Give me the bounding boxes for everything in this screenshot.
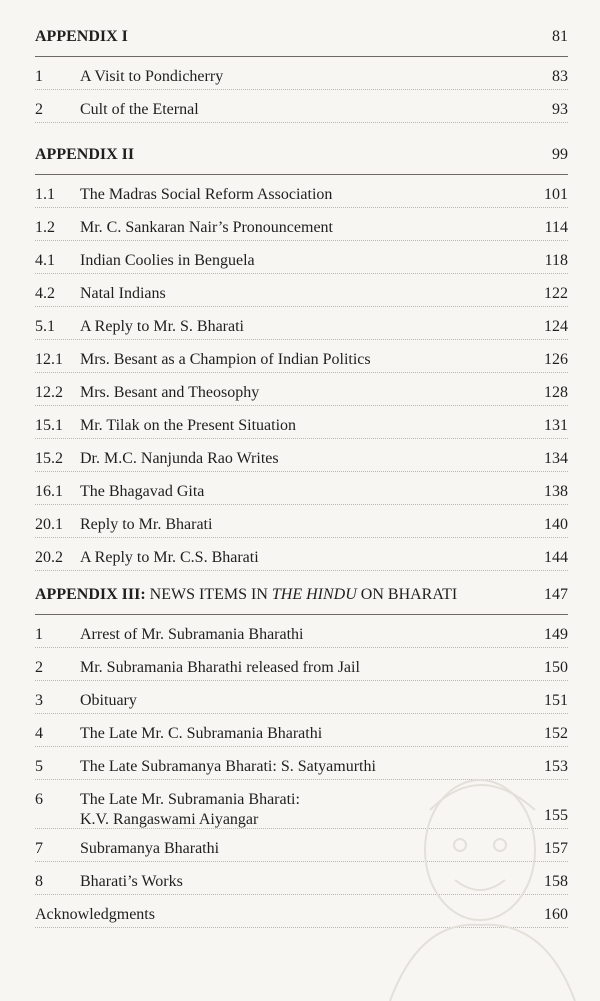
entry-title-line1: The Late Mr. Subramania Bharati: <box>80 791 300 808</box>
appendix-heading-label: APPENDIX I <box>35 28 128 45</box>
toc-entry[interactable] <box>35 57 568 90</box>
entry-title <box>80 790 300 830</box>
background-portrait-sketch <box>360 740 600 1001</box>
entry-title: Arrest of Mr. Subramania Bharathi <box>80 626 304 643</box>
toc-entry[interactable] <box>35 406 568 439</box>
entry-number: 1 <box>35 626 43 643</box>
toc-entry[interactable] <box>35 175 568 208</box>
entry-number: 15.1 <box>35 417 63 434</box>
entry-number: 1.2 <box>35 219 55 236</box>
entry-page: 101 <box>544 186 568 203</box>
entry-page: 155 <box>544 807 568 824</box>
toc-entry[interactable] <box>35 472 568 505</box>
appendix-heading-italic: THE HINDU <box>271 586 357 603</box>
entry-title: Obituary <box>80 692 137 709</box>
appendix-heading <box>35 27 568 57</box>
entry-title: Acknowledgments <box>35 906 155 923</box>
entry-page: 83 <box>552 68 568 85</box>
entry-number: 4.1 <box>35 252 55 269</box>
entry-title: Mr. Subramania Bharathi released from Jail <box>80 659 360 676</box>
entry-number: 16.1 <box>35 483 63 500</box>
entry-title: The Late Subramanya Bharati: S. Satyamurthi <box>80 758 376 775</box>
entry-title: A Reply to Mr. C.S. Bharati <box>80 549 259 566</box>
entry-number: 12.2 <box>35 384 63 401</box>
appendix-1-section <box>35 27 568 123</box>
entry-title: Dr. M.C. Nanjunda Rao Writes <box>80 450 279 467</box>
entry-page: 153 <box>544 758 568 775</box>
entry-page: 128 <box>544 384 568 401</box>
toc-entry[interactable] <box>35 274 568 307</box>
entry-title: The Bhagavad Gita <box>80 483 205 500</box>
entry-page: 122 <box>544 285 568 302</box>
entry-title: Subramanya Bharathi <box>80 840 220 857</box>
entry-number: 12.1 <box>35 351 63 368</box>
toc-entry[interactable] <box>35 648 568 681</box>
entry-number: 7 <box>35 840 43 857</box>
toc-entry[interactable] <box>35 208 568 241</box>
appendix-heading <box>35 585 568 615</box>
entry-title: Natal Indians <box>80 285 166 302</box>
entry-page: 118 <box>544 252 568 269</box>
entry-number: 2 <box>35 659 43 676</box>
entry-page: 134 <box>544 450 568 467</box>
toc-entry[interactable] <box>35 505 568 538</box>
entry-number: 15.2 <box>35 450 63 467</box>
entry-page: 124 <box>544 318 568 335</box>
entry-title: The Madras Social Reform Association <box>80 186 333 203</box>
entry-number: 8 <box>35 873 43 890</box>
entry-page: 93 <box>552 101 568 118</box>
entry-page: 152 <box>544 725 568 742</box>
entry-number: 20.2 <box>35 549 63 566</box>
entry-number: 6 <box>35 791 43 808</box>
appendix-heading-page: 81 <box>552 28 568 45</box>
toc-entry[interactable] <box>35 439 568 472</box>
entry-title: Indian Coolies in Benguela <box>80 252 255 269</box>
toc-entry[interactable] <box>35 241 568 274</box>
entry-title: Mrs. Besant and Theosophy <box>80 384 260 401</box>
entry-number: 4.2 <box>35 285 55 302</box>
entry-number: 20.1 <box>35 516 63 533</box>
entry-title: Bharati’s Works <box>80 873 183 890</box>
entry-page: 114 <box>544 219 568 236</box>
appendix-heading-page: 99 <box>552 146 568 163</box>
toc-entry[interactable] <box>35 615 568 648</box>
appendix-heading-tail: ON BHARATI <box>356 586 458 603</box>
entry-page: 149 <box>544 626 568 643</box>
appendix-heading-rest: NEWS ITEMS IN <box>145 586 272 603</box>
entry-title: A Reply to Mr. S. Bharati <box>80 318 244 335</box>
appendix-heading-page: 147 <box>544 586 568 603</box>
entry-number: 4 <box>35 725 43 742</box>
appendix-heading-label: APPENDIX III: <box>35 586 146 603</box>
entry-number: 5 <box>35 758 43 775</box>
entry-page: 131 <box>544 417 568 434</box>
entry-title-line2: K.V. Rangaswami Aiyangar <box>80 811 259 828</box>
entry-title: A Visit to Pondicherry <box>80 68 224 85</box>
entry-number: 2 <box>35 101 43 118</box>
entry-page: 150 <box>544 659 568 676</box>
entry-title: Mrs. Besant as a Champion of Indian Politics <box>80 351 371 368</box>
entry-number: 1.1 <box>35 186 55 203</box>
entry-page: 151 <box>544 692 568 709</box>
entry-page: 160 <box>544 906 568 923</box>
toc-entry[interactable] <box>35 538 568 571</box>
toc-entry[interactable] <box>35 340 568 373</box>
entry-page: 138 <box>544 483 568 500</box>
toc-entry[interactable] <box>35 681 568 714</box>
entry-title: Mr. C. Sankaran Nair’s Pronouncement <box>80 219 333 236</box>
entry-title: Mr. Tilak on the Present Situation <box>80 417 297 434</box>
entry-page: 157 <box>544 840 568 857</box>
appendix-2-section <box>35 145 568 571</box>
entry-title: The Late Mr. C. Subramania Bharathi <box>80 725 323 742</box>
entry-title: Reply to Mr. Bharati <box>80 516 213 533</box>
entry-number: 5.1 <box>35 318 55 335</box>
toc-entry[interactable] <box>35 373 568 406</box>
entry-number: 1 <box>35 68 43 85</box>
toc-entry[interactable] <box>35 307 568 340</box>
entry-page: 158 <box>544 873 568 890</box>
toc-entry[interactable] <box>35 90 568 123</box>
entry-number: 3 <box>35 692 43 709</box>
entry-page: 140 <box>544 516 568 533</box>
entry-title: Cult of the Eternal <box>80 101 199 118</box>
appendix-heading <box>35 145 568 175</box>
appendix-heading-label: APPENDIX II <box>35 146 135 163</box>
entry-page: 126 <box>544 351 568 368</box>
entry-page: 144 <box>544 549 568 566</box>
